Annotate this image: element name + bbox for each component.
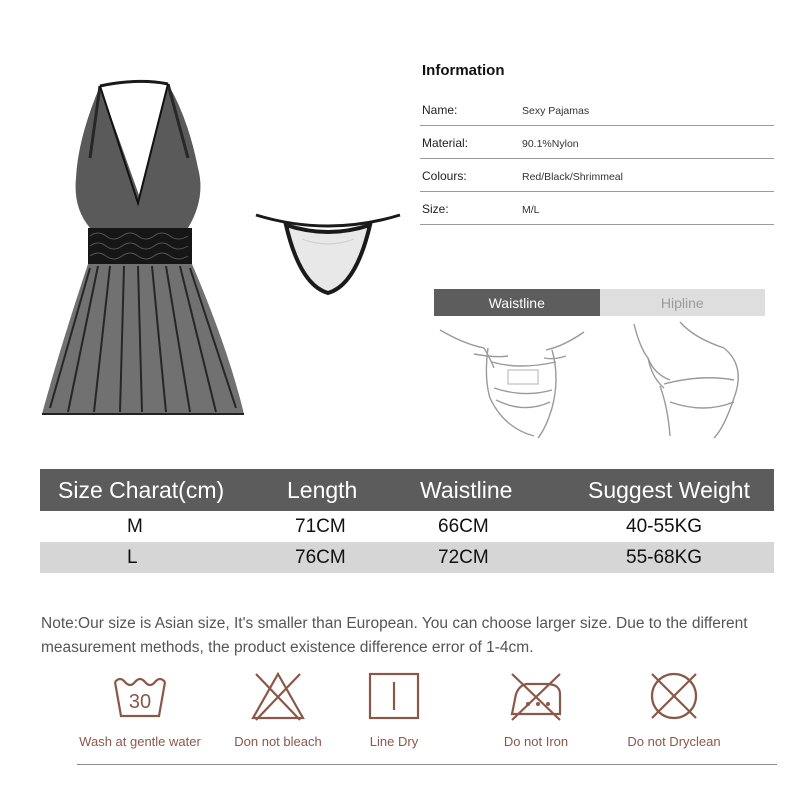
cell-waistline: 72CM bbox=[438, 547, 489, 568]
info-row-size bbox=[420, 192, 774, 225]
cell-length: 71CM bbox=[295, 516, 346, 537]
header-suggest-weight: Suggest Weight bbox=[588, 477, 750, 503]
care-label: Wash at gentle water bbox=[79, 734, 201, 749]
measurement-tabs bbox=[434, 289, 765, 316]
info-value: M/L bbox=[522, 204, 540, 216]
care-wash bbox=[70, 670, 210, 749]
table-row bbox=[40, 511, 774, 542]
cell-weight: 40-55KG bbox=[626, 516, 703, 537]
line-dry-icon bbox=[366, 670, 422, 722]
cell-waistline: 66CM bbox=[438, 516, 489, 537]
measurement-illustration bbox=[434, 318, 765, 442]
cell-length: 76CM bbox=[295, 547, 346, 568]
no-bleach-icon bbox=[250, 670, 306, 722]
care-iron bbox=[466, 670, 606, 749]
care-label: Don not bleach bbox=[234, 734, 322, 749]
size-chart-header bbox=[40, 469, 774, 511]
header-length: Length bbox=[287, 477, 358, 503]
information-title: Information bbox=[422, 62, 505, 79]
info-row-name bbox=[420, 93, 774, 126]
thong-image bbox=[252, 205, 404, 303]
care-label: Do not Iron bbox=[503, 734, 569, 749]
tab-waistline[interactable]: Waistline bbox=[434, 289, 600, 316]
info-value: Sexy Pajamas bbox=[522, 105, 590, 117]
wash-tub-icon bbox=[112, 670, 168, 722]
size-note: Note:Our size is Asian size, It's smaller than European. You can choose larger size. Due to the different measurement methods, the product existence difference error of 1-4cm. bbox=[41, 615, 748, 656]
header-size: Size Charat(cm) bbox=[58, 477, 225, 503]
no-iron-icon bbox=[506, 670, 566, 722]
care-label: Line Dry bbox=[369, 734, 419, 749]
care-label: Do not Dryclean bbox=[627, 734, 721, 749]
cell-size: M bbox=[127, 516, 143, 537]
no-dryclean-icon bbox=[646, 670, 702, 722]
info-row-material bbox=[420, 126, 774, 159]
header-waistline: Waistline bbox=[420, 477, 513, 503]
info-row-colours bbox=[420, 159, 774, 192]
table-row bbox=[40, 542, 774, 573]
info-label: Name: bbox=[422, 103, 458, 117]
info-label: Material: bbox=[422, 136, 469, 150]
info-label: Size: bbox=[422, 202, 449, 216]
cell-size: L bbox=[127, 547, 138, 568]
tab-hipline[interactable]: Hipline bbox=[600, 289, 766, 316]
info-value: 90.1%Nylon bbox=[522, 138, 579, 150]
cell-weight: 55-68KG bbox=[626, 547, 703, 568]
care-dryclean bbox=[604, 670, 744, 749]
size-chart bbox=[40, 469, 774, 573]
product-information bbox=[420, 60, 774, 225]
info-value: Red/Black/Shrimmeal bbox=[522, 171, 623, 183]
wash-temperature: 30 bbox=[128, 691, 152, 713]
care-line-dry bbox=[324, 670, 464, 749]
divider bbox=[77, 764, 777, 765]
info-label: Colours: bbox=[422, 169, 467, 183]
babydoll-dress-image bbox=[38, 78, 250, 430]
